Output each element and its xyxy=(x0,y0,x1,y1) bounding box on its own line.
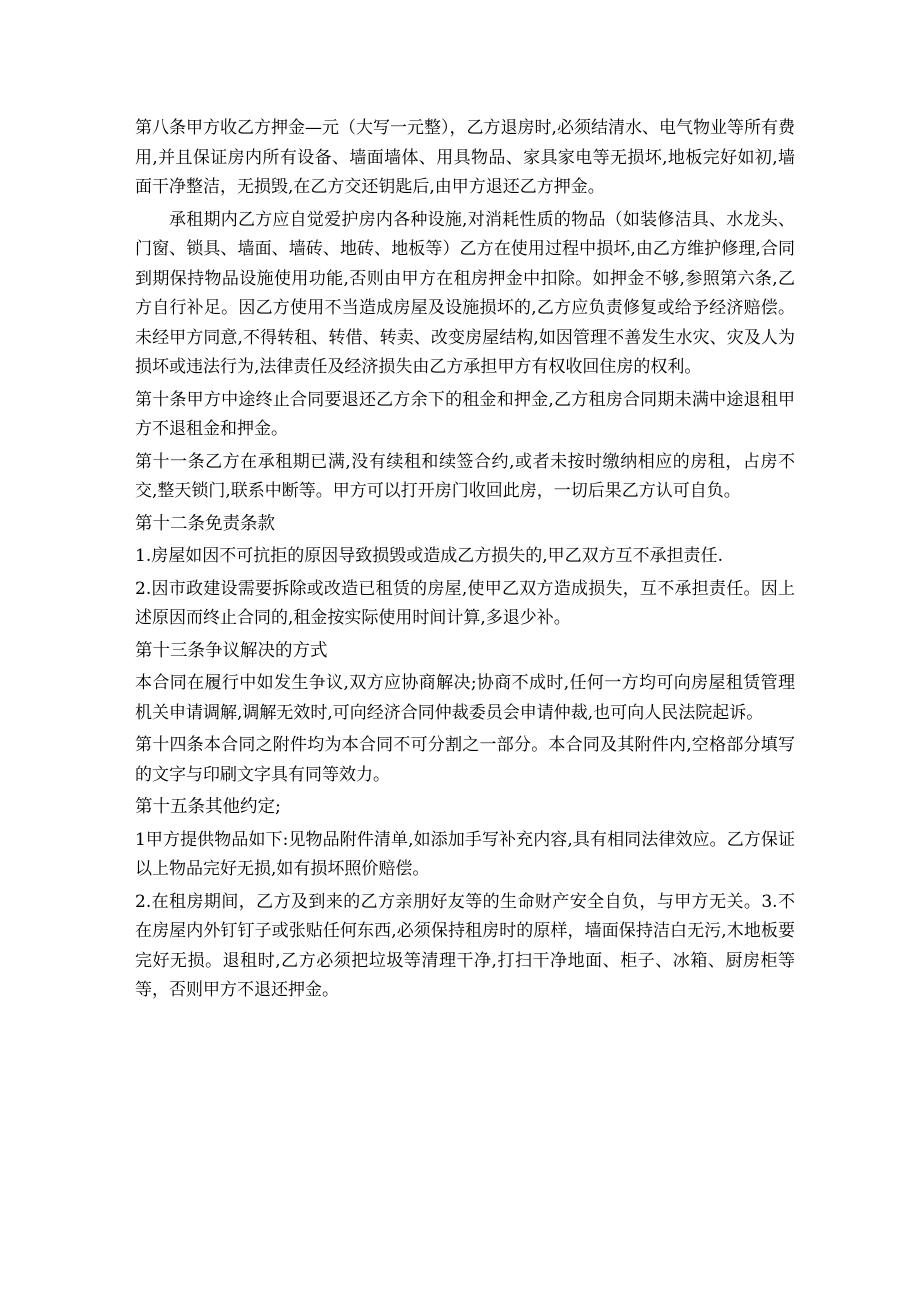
maintenance-paragraph: 承租期内乙方应自觉爱护房内各种设施,对消耗性质的物品（如装修洁具、水龙头、门窗、锁具、墙面、墙砖、地砖、地板等）乙方在使用过程中损坏,由乙方维护修理,合同到期保持物品设施使用功能,否则由甲方在租房押金中扣除。如押金不够,参照第六条,乙方自行补足。因乙方使用不当造成房屋及设施损坏的,乙方应负责修复或给予经济赔偿。未经甲方同意,不得转租、转借、转卖、改变房屋结构,如因管理不善发生水灾、灾及人为损坏或违法行为,法律责任及经济损失由乙方承担甲方有权收回住房的权利。 xyxy=(135,209,795,377)
article-11-paragraph: 第十一条乙方在承租期已满,没有续租和续签合约,或者未按时缴纳相应的房租，占房不交,整天锁门,联系中断等。甲方可以打开房门收回此房，一切后果乙方认可自负。 xyxy=(135,451,795,501)
article-13-heading: 第十三条争议解决的方式 xyxy=(135,640,328,661)
article-15-item-1: 1甲方提供物品如下:见物品附件清单,如添加手写补充内容,具有相同法律效应。乙方保证以上物品完好无损,如有损坏照价赔偿。 xyxy=(135,829,795,879)
article-12-item-2: 2.因市政建设需要拆除或改造已租赁的房屋,使甲乙双方造成损失，互不承担责任。因上述原因而终止合同的,租金按实际使用时间计算,多退少补。 xyxy=(135,578,795,628)
article-14-paragraph: 第十四条本合同之附件均为本合同不可分割之一部分。本合同及其附件内,空格部分填写的文字与印刷文字具有同等效力。 xyxy=(135,735,795,785)
article-8-paragraph: 第八条甲方收乙方押金—元（大写一元整），乙方退房时,必须结清水、电气物业等所有费用,并且保证房内所有设备、墙面墙体、用具物品、家具家电等无损坏,地板完好如初,墙面干净整洁，无损毁,在乙方交还钥匙后,由甲方退还乙方押金。 xyxy=(135,118,795,197)
article-15-item-2: 2.在租房期间，乙方及到来的乙方亲朋好友等的生命财产安全自负，与甲方无关。3.不在房屋内外钉钉子或张贴任何东西,必须保持租房时的原样，墙面保持洁白无污,木地板要完好无损。退租时,乙方必须把垃圾等清理干净,打扫干净地面、柜子、冰箱、厨房柜等等，否则甲方不退还押金。 xyxy=(135,891,795,1000)
article-13-body: 本合同在履行中如发生争议,双方应协商解决;协商不成时,任何一方均可向房屋租赁管理机关申请调解,调解无效时,可向经济合同仲裁委员会申请仲裁,也可向人民法院起诉。 xyxy=(135,673,795,723)
article-15-heading: 第十五条其他约定; xyxy=(135,797,281,817)
article-12-item-1: 1.房屋如因不可抗拒的原因导致损毁或造成乙方损失的,甲乙双方互不承担责任. xyxy=(135,546,724,566)
article-10-paragraph: 第十条甲方中途终止合同要退还乙方余下的租金和押金,乙方租房合同期未满中途退租甲方不退租金和押金。 xyxy=(135,389,795,439)
article-12-heading: 第十二条免责条款 xyxy=(135,513,275,534)
contract-body xyxy=(135,114,795,1006)
